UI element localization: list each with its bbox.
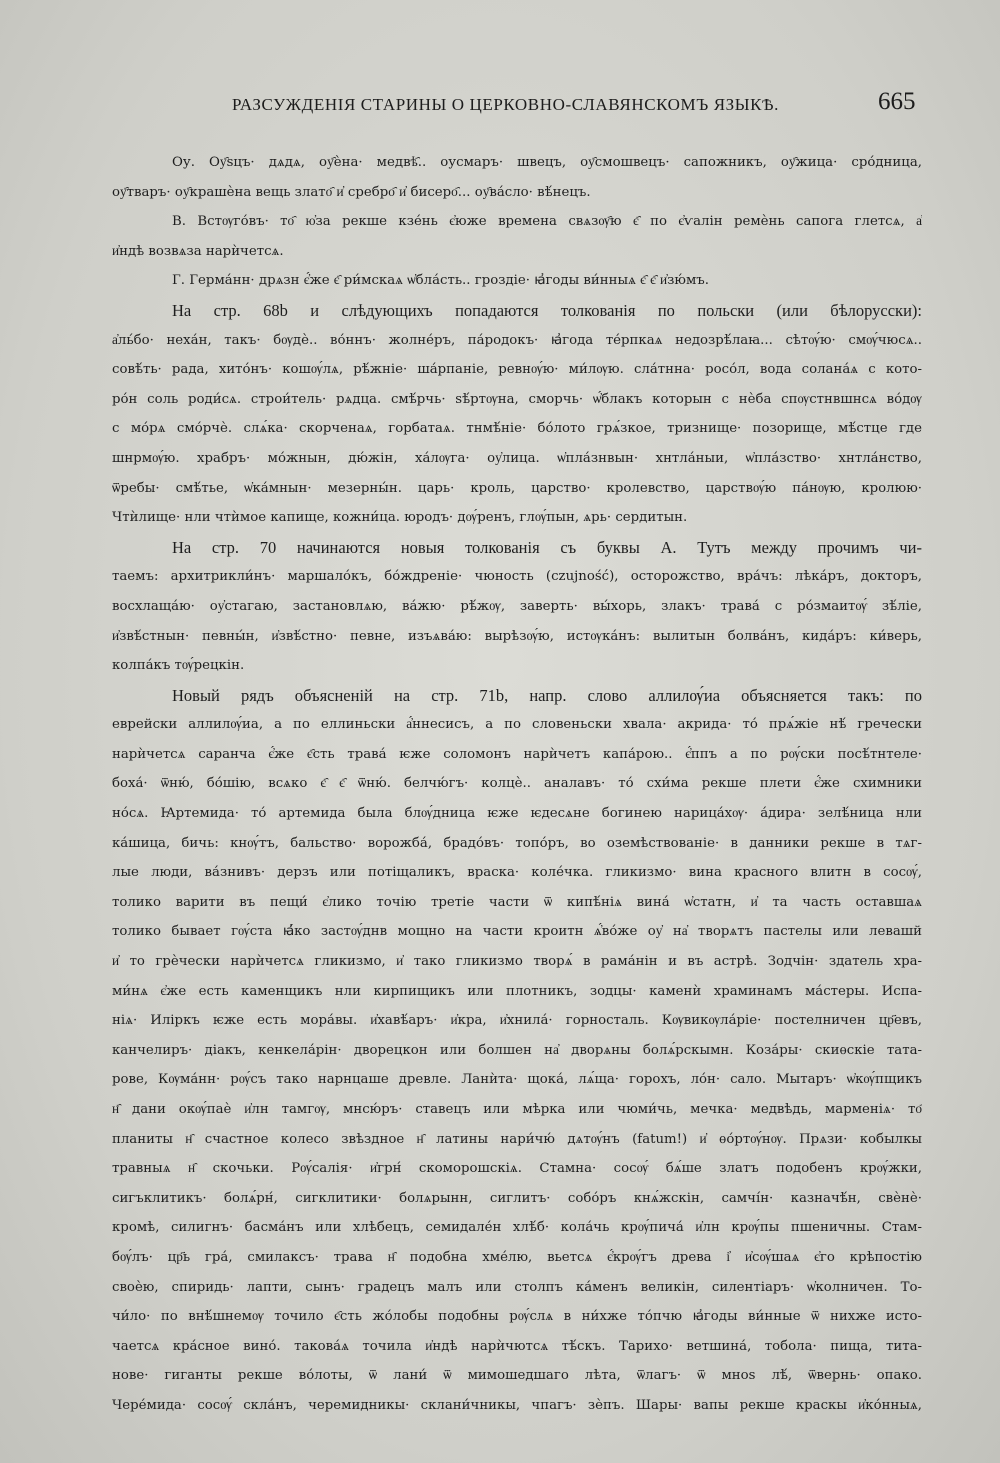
text-line: травныѧ н҄ скочьки. Рѹ́салія· и҆грн́ скоморошскіѧ. Стамна· сосѹ́ бѧ́ше златъ подобенъ крѹ́жки, xyxy=(112,1161,922,1177)
text-line: На стр. 68b и слѣдующихъ попадаются толкованія по польски (или бѣлорусски): xyxy=(172,300,922,320)
text-line: Оу. Оу҄ѕцъ· дѧдѧ, оу҄ѐна· медвѣ҄.. оусмаръ· швецъ, оу҄смошвецъ· сапожникъ, оу҄жица· сро́дница, xyxy=(172,155,922,170)
text-line: канчелиръ· діакъ, кенкела́рін· дворецкон или болшен на҆ дворѧны болѧ́рскымн. Коза́ры· скиѳскіе тата- xyxy=(112,1042,922,1058)
text-line: и҆ то грѐчески нарѝчетсѧ гликизмо, и҆ тако гликизмо творѧ́ в рама́нін и въ астрѣ. Зодчін· здатель хра- xyxy=(112,954,922,970)
text-line: чи́ло· по внѣ́шнемѹ точило є҄сть жо́лобы подобны рѹ́слѧ в ни́хже то́пчю ꙗ҆годы ви́нные ѿ нихже исто- xyxy=(112,1309,922,1325)
running-title: РАЗСУЖДЕНІЯ СТАРИНЫ О ЦЕРКОВНО-СЛАВЯНСКОМЪ ЯЗЫКѢ. xyxy=(232,95,779,114)
text-line: и҆звѣ́стнын· певны́н, и҆звѣ́стно· певне, изъѧва́ю: вырѣзѹ́ю, истѹка́нъ: вылитын болва́нъ, кида́ръ: ки́верь, xyxy=(112,628,922,644)
text-line: и҆ндѣ возвѧза нарѝчетсѧ. xyxy=(112,243,284,259)
text-line: Чтѝлище· нли чтѝмое капище, кожни́ца. юродъ· дѹ́ренъ, глѹ́пын, ѧрь· сердитын. xyxy=(112,510,688,526)
text-line: но́сѧ. Ꙗртемида· то́ артемида была блѹ́дница ѥже ѥдесѧне богинею нарица́хѹ· а́дира· зелѣ́ница нли xyxy=(112,806,922,822)
text-line: н҄ дани окѹ́паѐ и҆лн тамгѹ, мнсю́ръ· ставецъ или мѣрка или чюми́чь, мечка· медвѣдь, марменіѧ· то҄ xyxy=(112,1102,922,1117)
text-line: ѿребы· смѣ́тье, ѡ҆ка́мнын· мезерны́н. царь· кроль, царство· кролевство, царствѹ́ю па́нѹю, кролюю· xyxy=(112,480,922,496)
text-line: таемъ: архитрикли́нъ· маршало́къ, бо́ждреніе· чюность (czujność), осторожство, вра́чъ: лѣка́ръ, докторъ, xyxy=(112,569,922,585)
text-line: бѹ́лъ· цр҃ь гра́, смилаксъ· трава н҄ подобна хме́лю, вьетсѧ є҆́крѹ́гъ древа і҆ и҆сѹ́шаѧ є҆го крѣпостію xyxy=(112,1249,922,1265)
text-line: лые люди, ва́знивъ· дерзъ или потіщаликъ, враска· коле́чка. гликизмо· вина красного влитн в сосѹ́, xyxy=(112,865,922,881)
text-line: с мо́рѧ смо́рчѐ. слѧ́ка· скорченаѧ, горбатаѧ. тнмѣ́ніе· бо́лото грѧ́зкое, тризнище· позорище, мѣ́стце где xyxy=(112,421,922,437)
text-line: толико бывает гѹ́ста ꙗ҆́ко застѹ́днв мощно на части кроитн ѧ҆́во́же оу҆ на҆ творѧтъ пастелы или левашй xyxy=(112,924,922,940)
text-line: ка́шица, бичь: кнѹ́тъ, бальство· ворожба́, брадо́въ· топо́ръ, во оземѣствованіе· в данники рекше в тѧг- xyxy=(112,835,922,851)
text-line: еврейски аллилѹ́иа, а по еллиньски а҆́ннесисъ, а по словеньски хвала· акрида· то́ прѧ́жіе нѣ́ гречески xyxy=(112,717,922,733)
text-line: На стр. 70 начинаются новыя толкованія съ буквы А. Тутъ между прочимъ чи- xyxy=(172,537,922,557)
text-line: нарѝчетсѧ саранча є҆́же є҄сть трава́ ѥже соломонъ нарѝчетъ капа́рою.. є҆́ппъ а по рѹ́ски посѣ́тнтеле· xyxy=(112,746,922,762)
text-line: ніѧ· Иліркъ ѥже есть мора́вы. и҆хавѣ́аръ· и҆кра, и҆хнила́· горносталь. Кѹвикѹла́ріе· постелничен цр҃евъ, xyxy=(112,1013,922,1029)
text-line: чаетсѧ кра́сное вино́. такова́ѧ точила и҆ндѣ нарѝчютсѧ тѣ́скъ. Тарихо· ветшина́, тобола· пища, тита- xyxy=(112,1338,922,1354)
text-line: боха́· ѿню́, бо́шію, всѧко є҄ є҄ ѿню́. белчю́гъ· колцѐ.. аналавъ· то́ схи́ма рекше плети є҆́же схимники xyxy=(112,776,922,792)
body-text xyxy=(112,148,922,1421)
text-line: рове, Кѹма́нн· рѹ́съ тако нарнцаше древле. Ланѝта· щока́, лѧ́ща· горохъ, ло́н· сало. Мытаръ· ѡ҆кѹ́пщикъ xyxy=(112,1072,922,1088)
text-line: шнрмѹ́ю. храбръ· мо́жнын, дю́жін, ха́лѹга· оу҆лица. ѡ҆пла́знвын· хнтла́ныи, ѡ҆пла́зство· хнтла́нство, xyxy=(112,450,922,466)
text-line: толико варити въ пещи́ є҆лико точію третіе части ѿ кипѣ́ніѧ вина́ ѡ҆статн, и҆ та часть оставшаѧ xyxy=(112,894,922,910)
text-line: своѐю, спиридь· лапти, сынъ· градецъ малъ или столпъ ка́менъ великін, силентіаръ· ѡ҆колничен. То- xyxy=(112,1279,922,1295)
text-line: В. Встѹго́въ· то҄ ю҆за рекше кзе́нь є҆юже времена свѧзѹ҄ю є҄ по є҆ѵалін ремѐнь сапога глетсѧ, а҆ xyxy=(172,214,922,230)
text-line: планиты н҄ счастное колесо звѣздное н҄ латины нари́чю́ дѧтѹ́нъ (fatum!) и҆ ѳо́ртѹ́нѹ. Прѧзи· кобылкы xyxy=(112,1131,922,1147)
text-line: Г. Герма́нн· дрѧзн є҆́же є҄ ри́мскаѧ ѡ҆бла́сть.. гроздіе· ꙗ҆годы ви́нныѧ є҄ є҄ и҆зю́мъ. xyxy=(172,273,709,289)
text-line: восхлаща́ю· оу҆стагаю, застановлѧю, ва́жю· рѣ́жѹ, заверть· вы́хорь, злакъ· трава́ с ро́змаитѹ́ зѣ́ліе, xyxy=(112,598,922,614)
text-line: ми́нѧ є҆же есть каменщикъ нли кирпищикъ или плотникъ, зодцы· каменѝ храминамъ ма́стеры. Испа- xyxy=(112,983,922,999)
text-line: кромѣ, силигнъ· басма́нъ или хлѣбецъ, семидале́н хлѣ́б· кола́чь крѹ́пича́ и҆лн крѹ́пы пшеничны. Стам- xyxy=(112,1220,922,1236)
text-line: оу҄тваръ· оу҄крашѐна вещь злато҄ и҆ сребро҄ и҆ бисеро҄... оу҄ва́сло· вѣ́нецъ. xyxy=(112,184,591,200)
page-number: 665 xyxy=(878,88,916,115)
text-line: нове· гиганты рекше во́лоты, ѿ лани́ ѿ мимошедшаго лѣта, ѿлагъ· ѿ мноѕ лѣ́, ѿвернь· опако. xyxy=(112,1368,922,1384)
text-line: а҆ль́бо· неха́н, такъ· бѹдѐ.. во́ннъ· жолне́ръ, па́родокъ· ꙗ҆года те́рпкаѧ недозрѣ́лаꙗ... сѣтѹ́ю· смѹ́чюсѧ.. xyxy=(112,332,922,348)
text-line: ро́н соль роди́сѧ. строи́тель· рѧдца. смѣ́рчь· ѕѣ́ртѹна, сморчь· ѡ҆́блакъ которын с нѐба спѹстнвшнсѧ во́дѹ xyxy=(112,391,922,407)
text-line: сигъклитикъ· болѧ́рн́, сигклитики· болѧрынн, сиглитъ· собо́ръ кнѧ́жскін, самчі́н· казначѣ́н, свѐнѐ· xyxy=(112,1190,922,1206)
text-line: Новый рядъ объясненій на стр. 71b, напр. слово аллилѹ́иа объясняется такъ: по xyxy=(172,685,922,705)
text-line: совѣ́ть· рада, хито́нъ· кошѹ́лѧ, рѣ́жніе· ша́рпаніе, ревнѹ́ю· ми́лѹю. сла́тнна· росо́л, вода солана́ѧ с кото- xyxy=(112,362,922,378)
text-line: Чере́мида· сосѹ́ скла́нъ, черемидникы· склани́чникы, чпагъ· зѐпъ. Шары· вапы рекше краскы и҆ко́нныѧ, xyxy=(112,1397,922,1413)
text-line: колпа́къ тѹ́рецкін. xyxy=(112,658,245,674)
